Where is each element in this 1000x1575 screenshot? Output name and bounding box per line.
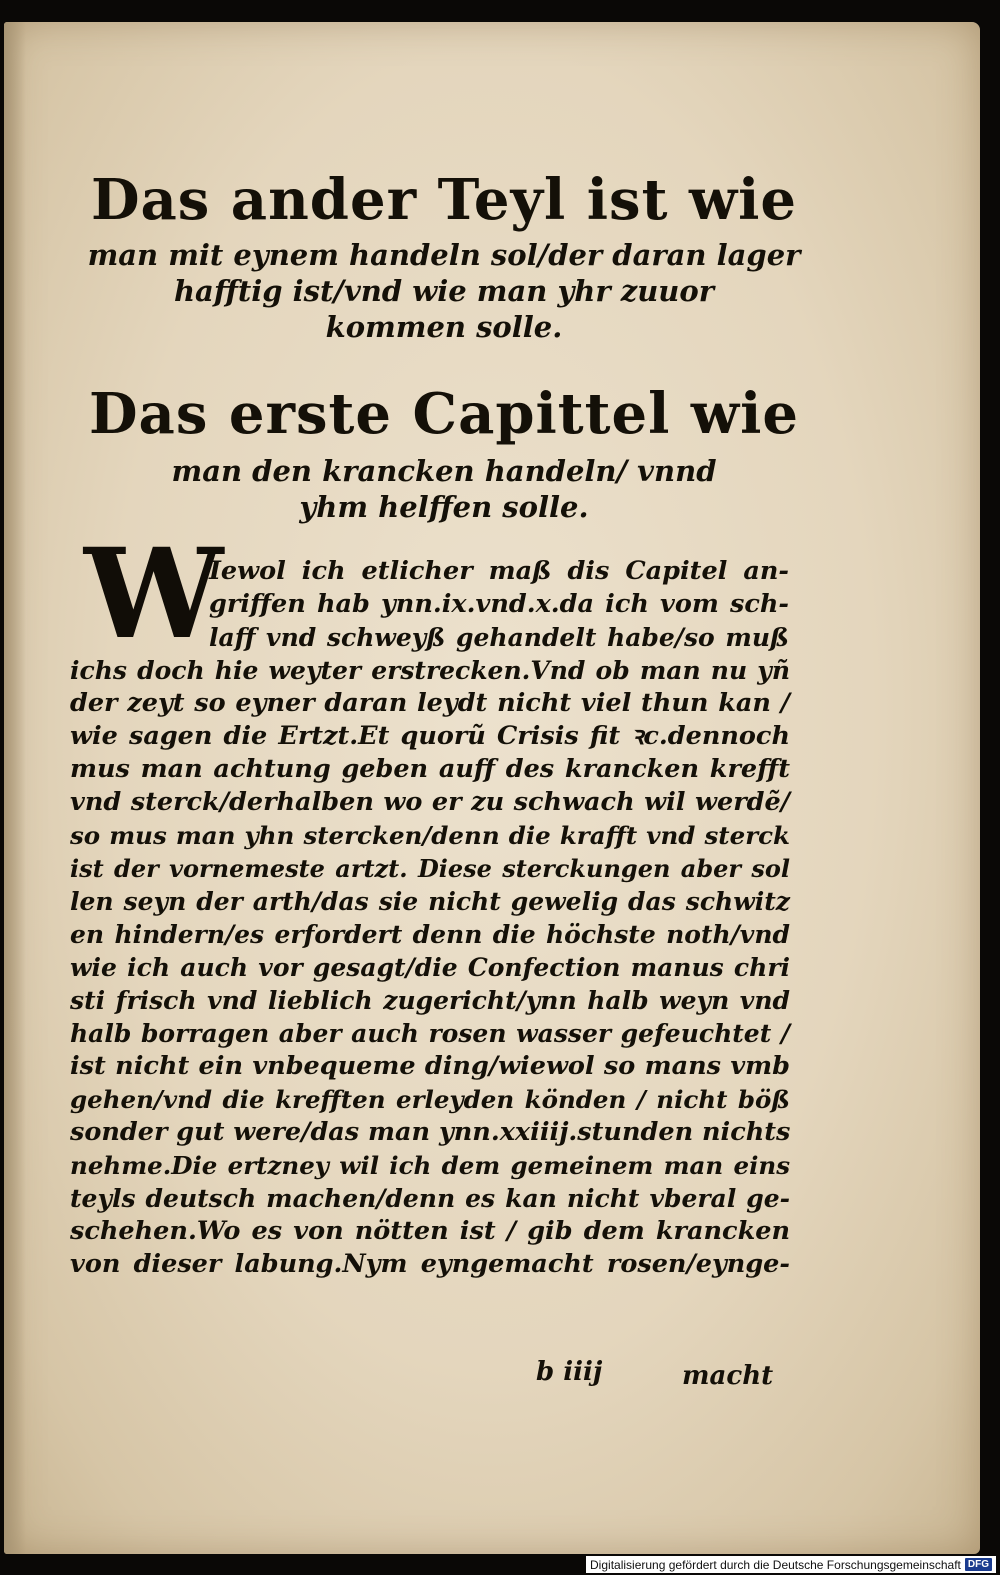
body-line: so mus man yhn stercken/denn die krafft vnd sterck — [70, 821, 790, 850]
body-line: mus man achtung geben auff des krancken krefft — [70, 754, 790, 784]
body-line: wie ich auch vor gesagt/die Confection manus chri — [70, 953, 790, 982]
chapter-subheading-line: yhm helffen solle. — [299, 490, 589, 524]
body-line: schehen.Wo es von nötten ist / gib dem krancken — [70, 1216, 790, 1246]
body-line: vnd sterck/derhalben wo er zu schwach wil werdẽ/ — [70, 787, 790, 817]
part-subheading-line: man mit eynem handeln sol/der daran lager — [87, 238, 801, 272]
body-line: Iewol ich etlicher maß dis Capitel an- — [209, 556, 789, 586]
chapter-heading: Das erste Capittel wie — [88, 381, 800, 447]
dfg-footer — [586, 1556, 996, 1573]
catchword: macht — [682, 1361, 774, 1391]
signature-mark: b iiij — [536, 1357, 603, 1387]
page-text — [4, 22, 980, 1554]
body-line: griffen hab ynn.ix.vnd.x.da ich vom sch- — [209, 589, 789, 619]
body-line: len seyn der arth/das sie nicht gewelig das schwitz — [70, 887, 790, 916]
part-subheading-line: hafftig ist/vnd wie man yhr zuuor — [173, 274, 715, 308]
body-line: nehme.Die ertzney wil ich dem gemeinem man eins — [70, 1151, 790, 1180]
body-line: gehen/vnd die krefften erleyden könden / nicht böß — [70, 1085, 790, 1114]
body-line: ist der vornemeste artzt. Diese sterckungen aber sol — [70, 854, 790, 883]
chapter-subheading-line: man den krancken handeln/ vnnd — [171, 454, 717, 488]
body-line: ist nicht ein vnbequeme ding/wiewol so mans vmb — [70, 1051, 790, 1081]
body-line: laff vnd schweyß gehandelt habe/so muß — [209, 623, 789, 652]
body-line: sti frisch vnd lieblich zugericht/ynn halb weyn vnd — [70, 986, 790, 1015]
drop-cap-initial: W — [84, 522, 224, 667]
body-line: der zeyt so eyner daran leydt nicht viel thun kan / — [70, 688, 790, 718]
part-heading: Das ander Teyl ist wie — [90, 167, 798, 233]
footer-text: Digitalisierung gefördert durch die Deutsche Forschungsgemeinschaft — [590, 1557, 961, 1572]
book-page — [4, 22, 980, 1554]
dfg-logo: DFG — [965, 1558, 992, 1571]
body-line: sonder gut were/das man ynn.xxiiij.stunden nichts — [70, 1117, 791, 1147]
body-line: ichs doch hie weyter erstrecken.Vnd ob man nu yñ — [70, 656, 790, 685]
body-line: wie sagen die Ertzt.Et quorũ Crisis fit ꝛc.dennoch — [70, 721, 790, 751]
body-line: teyls deutsch machen/denn es kan nicht vberal ge- — [70, 1184, 790, 1213]
body-line: halb borragen aber auch rosen wasser gefeuchtet / — [70, 1019, 790, 1048]
body-line: en hindern/es erfordert denn die höchste noth/vnd — [70, 920, 790, 949]
body-line: von dieser labung.Nym eyngemacht rosen/eynge- — [70, 1249, 790, 1279]
part-subheading-line: kommen solle. — [325, 310, 563, 344]
